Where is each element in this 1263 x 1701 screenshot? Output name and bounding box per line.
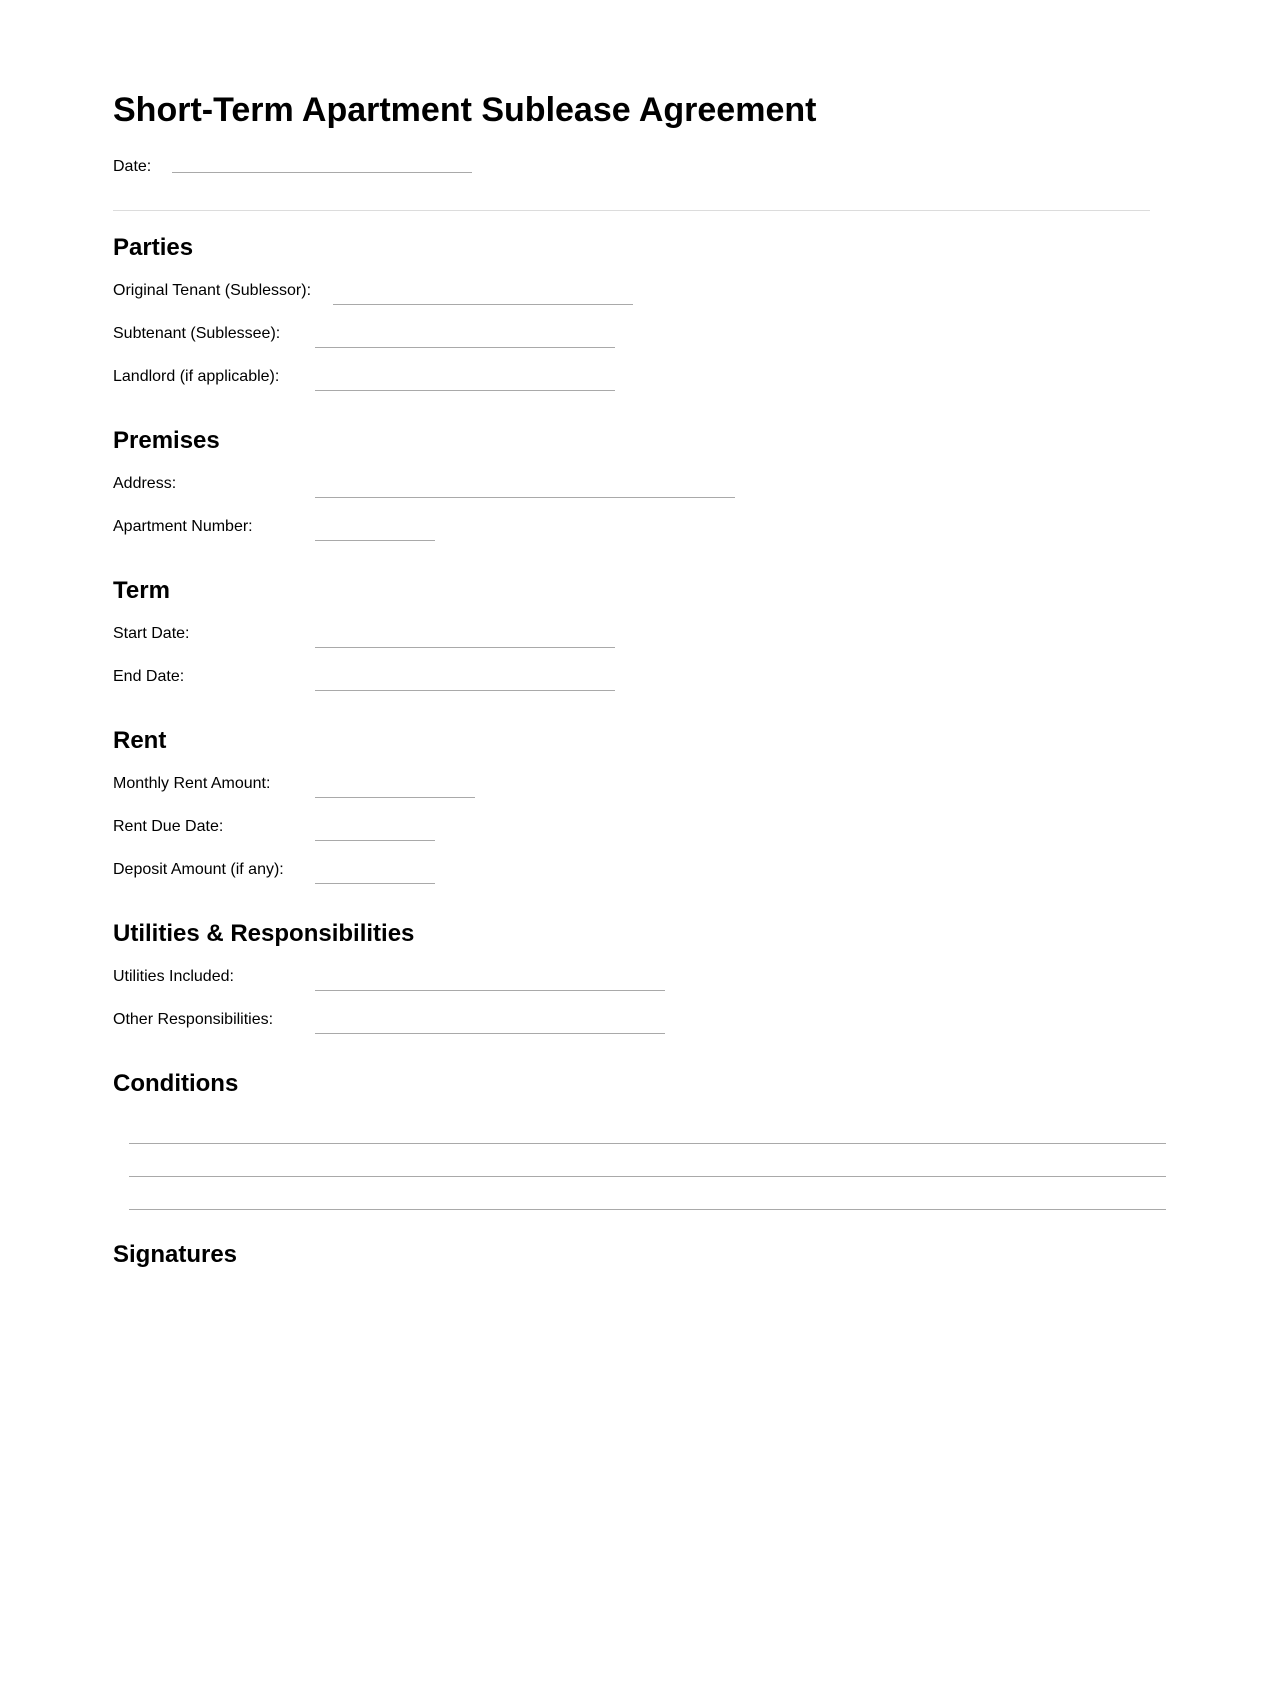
monthly-rent-field[interactable] (315, 797, 475, 798)
end-date-label: End Date: (113, 668, 185, 685)
end-date-field[interactable] (315, 690, 615, 691)
landlord-field[interactable] (315, 390, 615, 391)
rent-due-date-field[interactable] (315, 840, 435, 841)
conditions-line-3[interactable] (129, 1209, 1166, 1210)
deposit-amount-field[interactable] (315, 883, 435, 884)
subtenant-field[interactable] (315, 347, 615, 348)
other-responsibilities-field[interactable] (315, 1033, 665, 1034)
conditions-line-1[interactable] (129, 1143, 1166, 1144)
document-title: Short-Term Apartment Sublease Agreement (113, 91, 817, 129)
premises-heading: Premises (113, 427, 220, 454)
utilities-included-field[interactable] (315, 990, 665, 991)
apartment-number-label: Apartment Number: (113, 518, 253, 535)
apartment-number-field[interactable] (315, 540, 435, 541)
monthly-rent-label: Monthly Rent Amount: (113, 775, 271, 792)
original-tenant-field[interactable] (333, 304, 633, 305)
subtenant-label: Subtenant (Sublessee): (113, 325, 281, 342)
start-date-label: Start Date: (113, 625, 190, 642)
deposit-amount-label: Deposit Amount (if any): (113, 861, 284, 878)
conditions-line-2[interactable] (129, 1176, 1166, 1177)
other-responsibilities-label: Other Responsibilities: (113, 1011, 274, 1028)
landlord-label: Landlord (if applicable): (113, 368, 280, 385)
conditions-heading: Conditions (113, 1070, 239, 1097)
date-label: Date: (113, 158, 152, 175)
utilities-included-label: Utilities Included: (113, 968, 234, 985)
parties-heading: Parties (113, 234, 194, 261)
rent-due-date-label: Rent Due Date: (113, 818, 224, 835)
signatures-heading: Signatures (113, 1241, 238, 1268)
term-heading: Term (113, 577, 170, 604)
original-tenant-label: Original Tenant (Sublessor): (113, 282, 312, 299)
start-date-field[interactable] (315, 647, 615, 648)
header-divider (113, 210, 1150, 211)
date-field[interactable] (172, 172, 472, 173)
utilities-heading: Utilities & Responsibilities (113, 920, 415, 947)
address-field[interactable] (315, 497, 735, 498)
rent-heading: Rent (113, 727, 167, 754)
address-label: Address: (113, 475, 177, 492)
